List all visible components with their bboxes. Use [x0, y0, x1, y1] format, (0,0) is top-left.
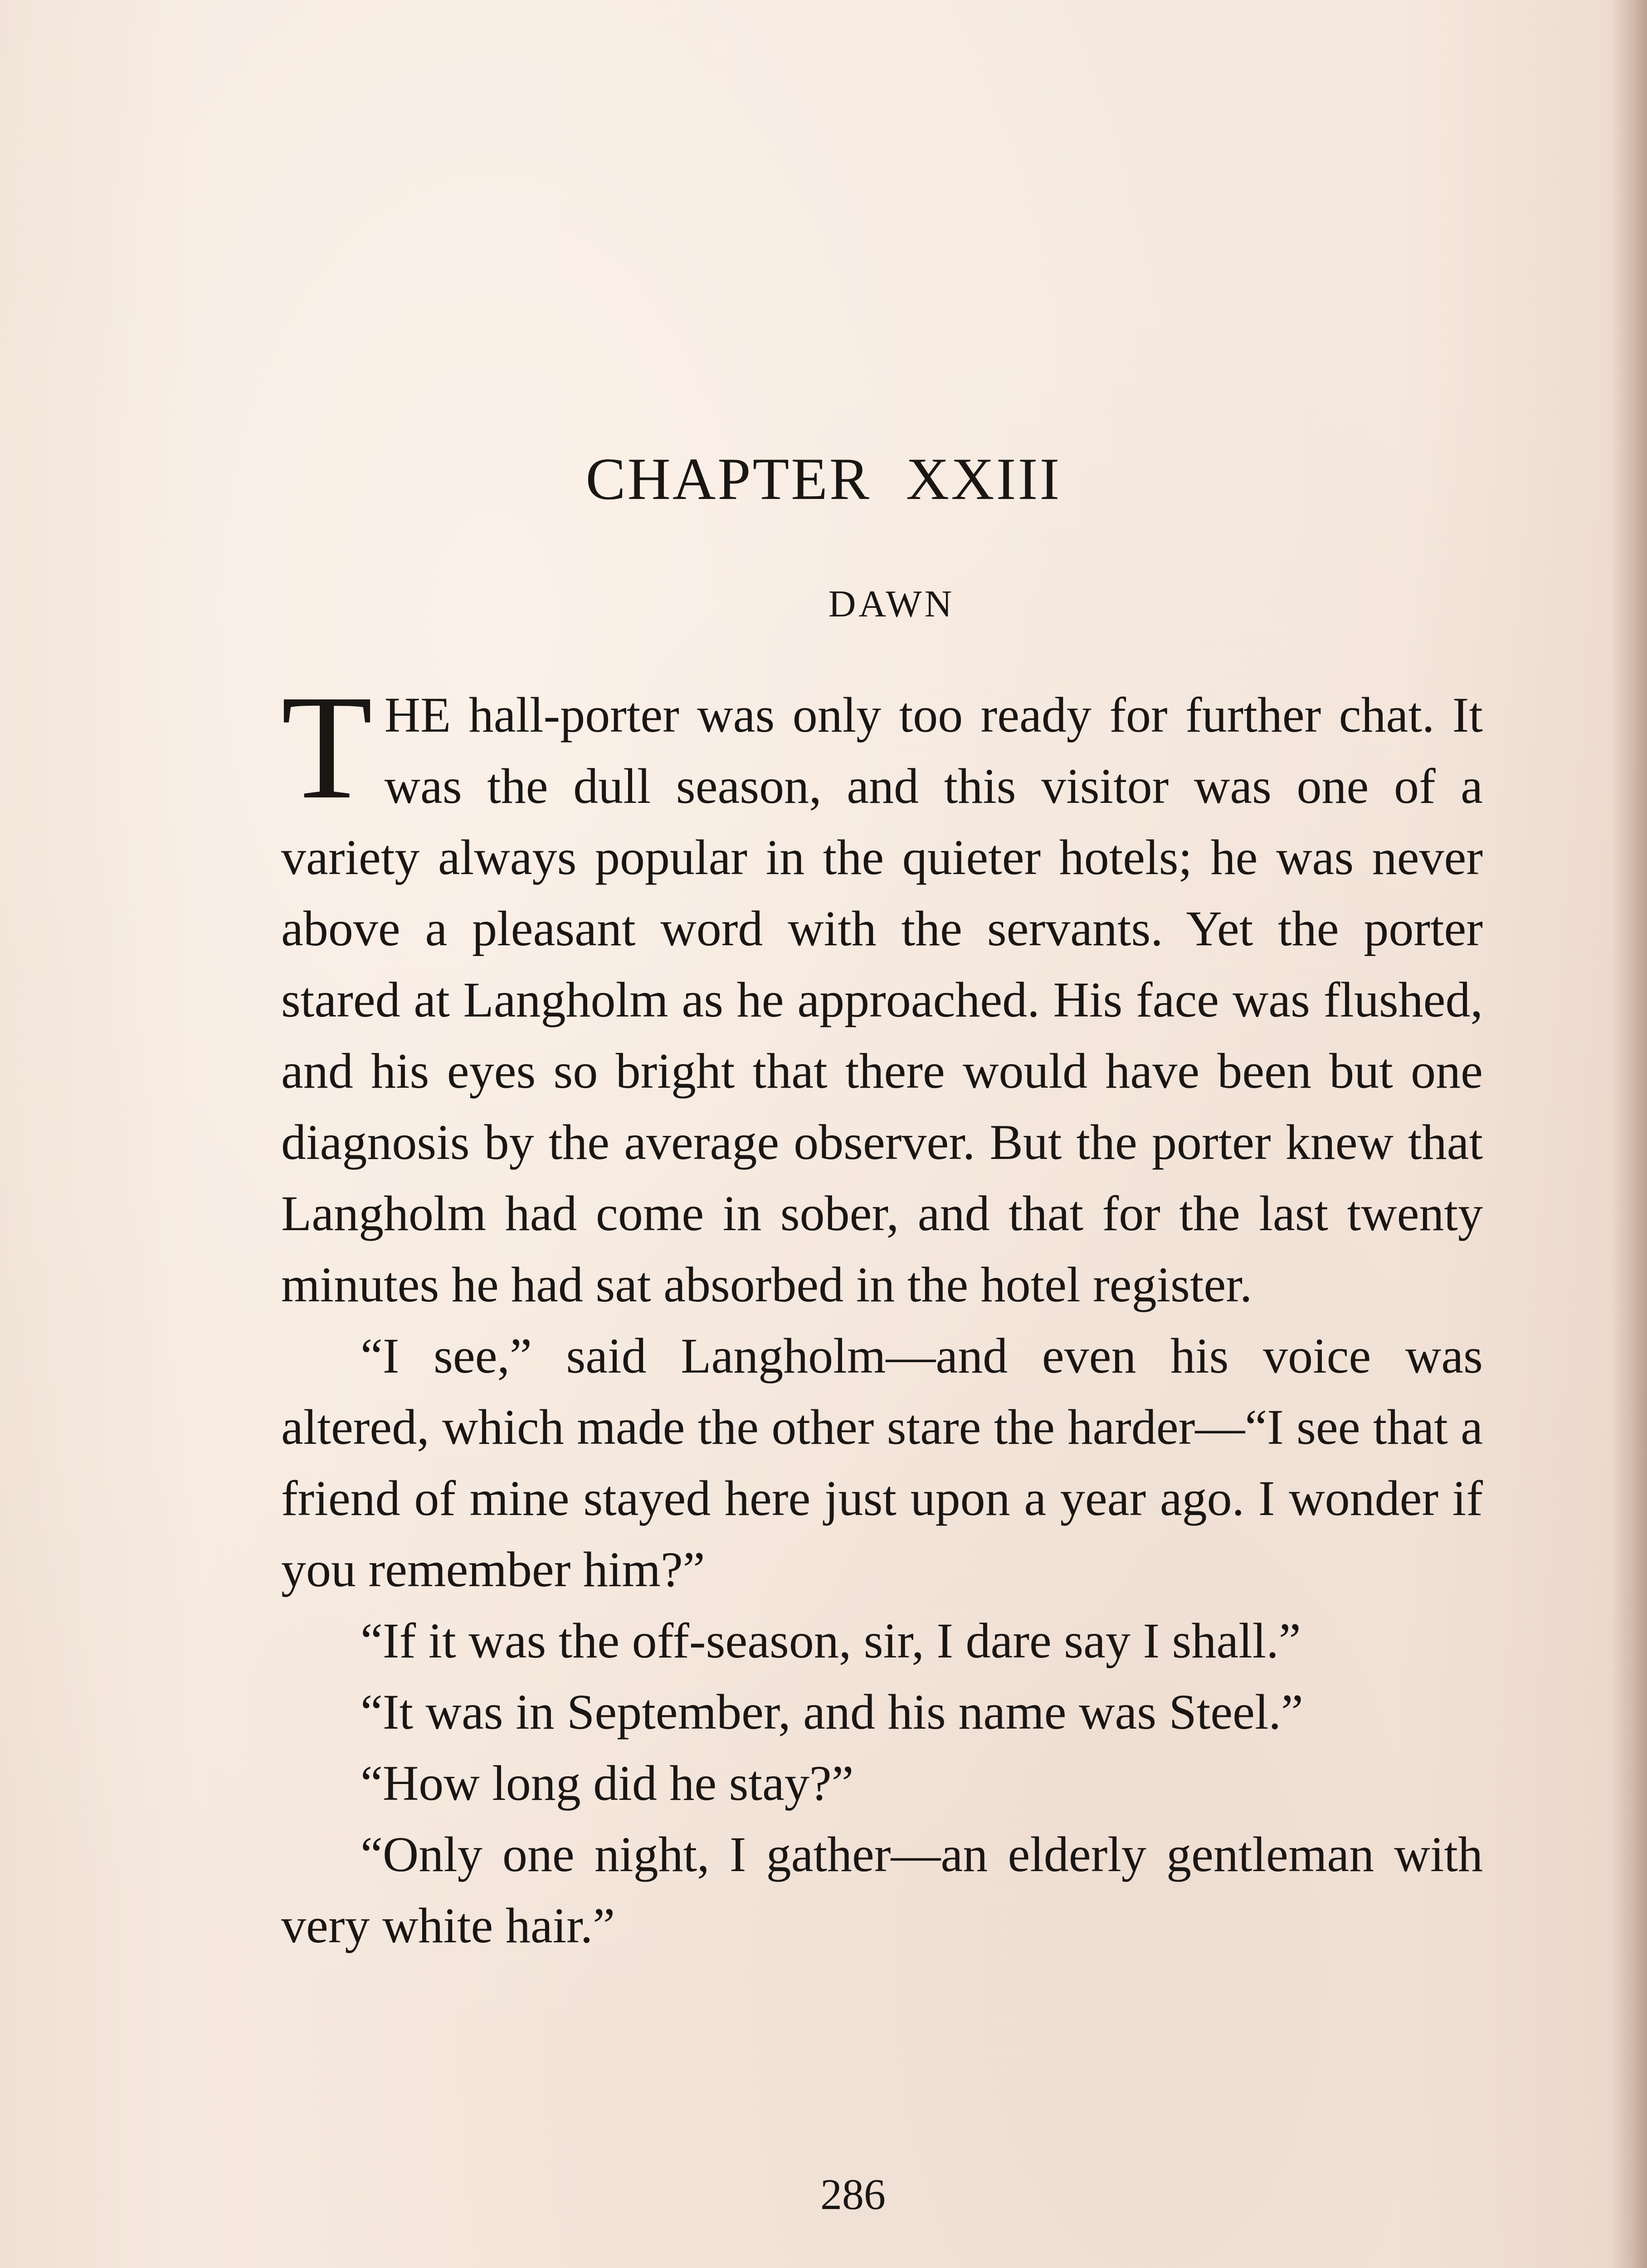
paragraph-6: “Only one night, I gather—an elderly gentleman with very white hair.” — [281, 1827, 1483, 1953]
drop-cap: T — [281, 665, 373, 830]
body-text — [281, 665, 1483, 1961]
chapter-subtitle: DAWN — [828, 583, 955, 625]
chapter-heading: CHAPTER XXIII — [585, 445, 1062, 512]
paragraph-1-text: HE hall-porter was only too ready for further chat. It was the dull season, and this visitor was one of a variety always popular in the quieter hotels; he was never above a pleasant word with the servants. Yet the porter stared at Langholm as he approached. His face was flushed, and his eyes so bright that there would have been but one diagnosis by the average observer. But the porter knew that Langholm had come in sober, and that for the last twenty minutes he had sat absorbed in the hotel register. — [281, 687, 1483, 1312]
paragraph-1 — [281, 665, 1483, 1320]
paragraph-5: “How long did he stay?” — [361, 1755, 854, 1811]
page-number: 286 — [820, 2170, 886, 2219]
page-edge-shadow — [1611, 0, 1647, 2268]
paragraph-2: “I see,” said Langholm—and even his voice was altered, which made the other stare the harder—“I see that a friend of mine stayed here just upon a year ago. I wonder if you remember him?” — [281, 1328, 1483, 1597]
paragraph-4: “It was in September, and his name was Steel.” — [361, 1684, 1303, 1740]
paragraph-3: “If it was the off-season, sir, I dare say I shall.” — [361, 1613, 1301, 1668]
